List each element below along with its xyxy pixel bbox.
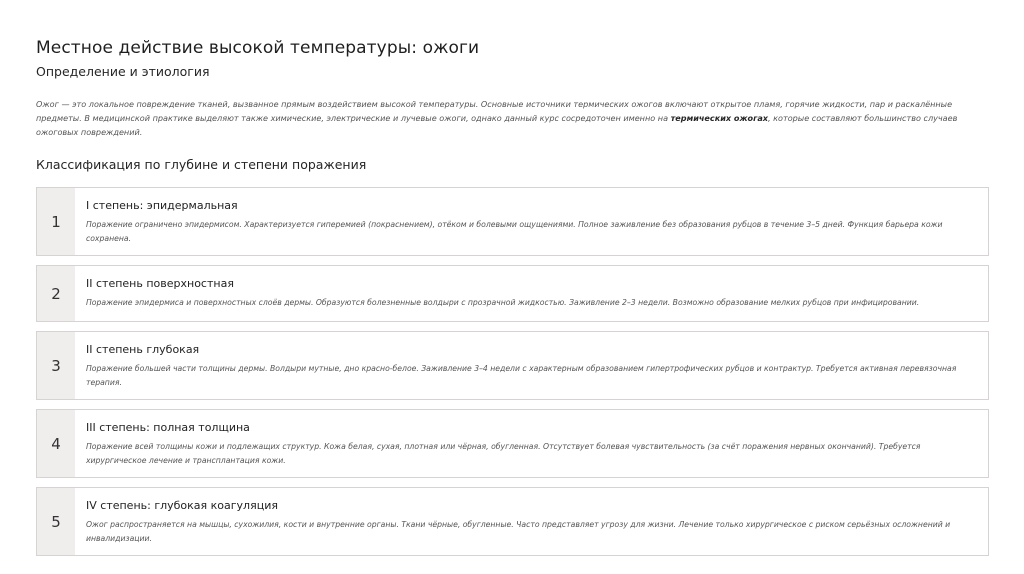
- degree-number: 3: [37, 332, 75, 399]
- degree-body: [75, 188, 988, 255]
- degree-body: [75, 488, 988, 555]
- degree-name: II степень глубокая: [86, 343, 200, 356]
- intro-text-after: , которые составляют большинство случаев ожоговых повреждений.: [36, 113, 958, 137]
- degree-name: I степень: эпидермальная: [86, 199, 238, 212]
- degree-card-3: [36, 331, 989, 400]
- degree-description: Поражение ограничено эпидермисом. Характеризуется гиперемией (покраснением), отёком и болевыми ощущениями. Полное заживление без образования рубцов в течение 3–5 дней. Функция барьера кожи сохранена.: [86, 220, 943, 243]
- degree-card-2: [36, 265, 989, 322]
- degree-name: IV степень: глубокая коагуляция: [86, 499, 278, 512]
- degree-number: 2: [37, 266, 75, 321]
- degree-number: 1: [37, 188, 75, 255]
- slide: [36, 36, 988, 565]
- degree-number: 4: [37, 410, 75, 477]
- degree-card-1: [36, 187, 989, 256]
- intro-paragraph: [36, 97, 988, 139]
- classification-title: Классификация по глубине и степени поражения: [36, 157, 367, 172]
- degree-description: Поражение всей толщины кожи и подлежащих структур. Кожа белая, сухая, плотная или чёрная, обугленная. Отсутствует болевая чувствительность (за счёт поражения нервных окончаний). Требуется хирургическое лечение и трансплантация кожи.: [86, 442, 921, 465]
- page-subtitle: Определение и этиология: [36, 64, 210, 79]
- degree-number: 5: [37, 488, 75, 555]
- degree-card-5: [36, 487, 989, 556]
- intro-text-before: Ожог — это локальное повреждение тканей, вызванное прямым воздействием высокой температуры. Основные источники термических ожогов включают открытое пламя, горячие жидкости, пар и раскалённые предметы. В медицинской практике выделяют также химические, электрические и лучевые ожоги, однако данный курс сосредоточен именно на: [36, 99, 953, 123]
- degree-description: Ожог распространяется на мышцы, сухожилия, кости и внутренние органы. Ткани чёрные, обугленные. Часто представляет угрозу для жизни. Лечение только хирургическое с риском серьёзных осложнений и инвалидизации.: [86, 520, 951, 543]
- intro-emphasis: термических ожогах: [670, 113, 769, 123]
- degree-description: Поражение эпидермиса и поверхностных слоёв дермы. Образуются болезненные волдыри с прозрачной жидкостью. Заживление 2–3 недели. Возможно образование мелких рубцов при инфицировании.: [86, 298, 920, 307]
- classification-list: [36, 187, 988, 556]
- degree-name: III степень: полная толщина: [86, 421, 250, 434]
- page-title: Местное действие высокой температуры: ожоги: [36, 38, 480, 58]
- degree-body: [75, 410, 988, 477]
- degree-name: II степень поверхностная: [86, 277, 234, 290]
- degree-body: [75, 266, 988, 321]
- degree-body: [75, 332, 988, 399]
- degree-description: Поражение большей части толщины дермы. Волдыри мутные, дно красно-белое. Заживление 3–4 недели с характерным образованием гипертрофических рубцов и контрактур. Требуется активная перевязочная терапия.: [86, 364, 957, 387]
- degree-card-4: [36, 409, 989, 478]
